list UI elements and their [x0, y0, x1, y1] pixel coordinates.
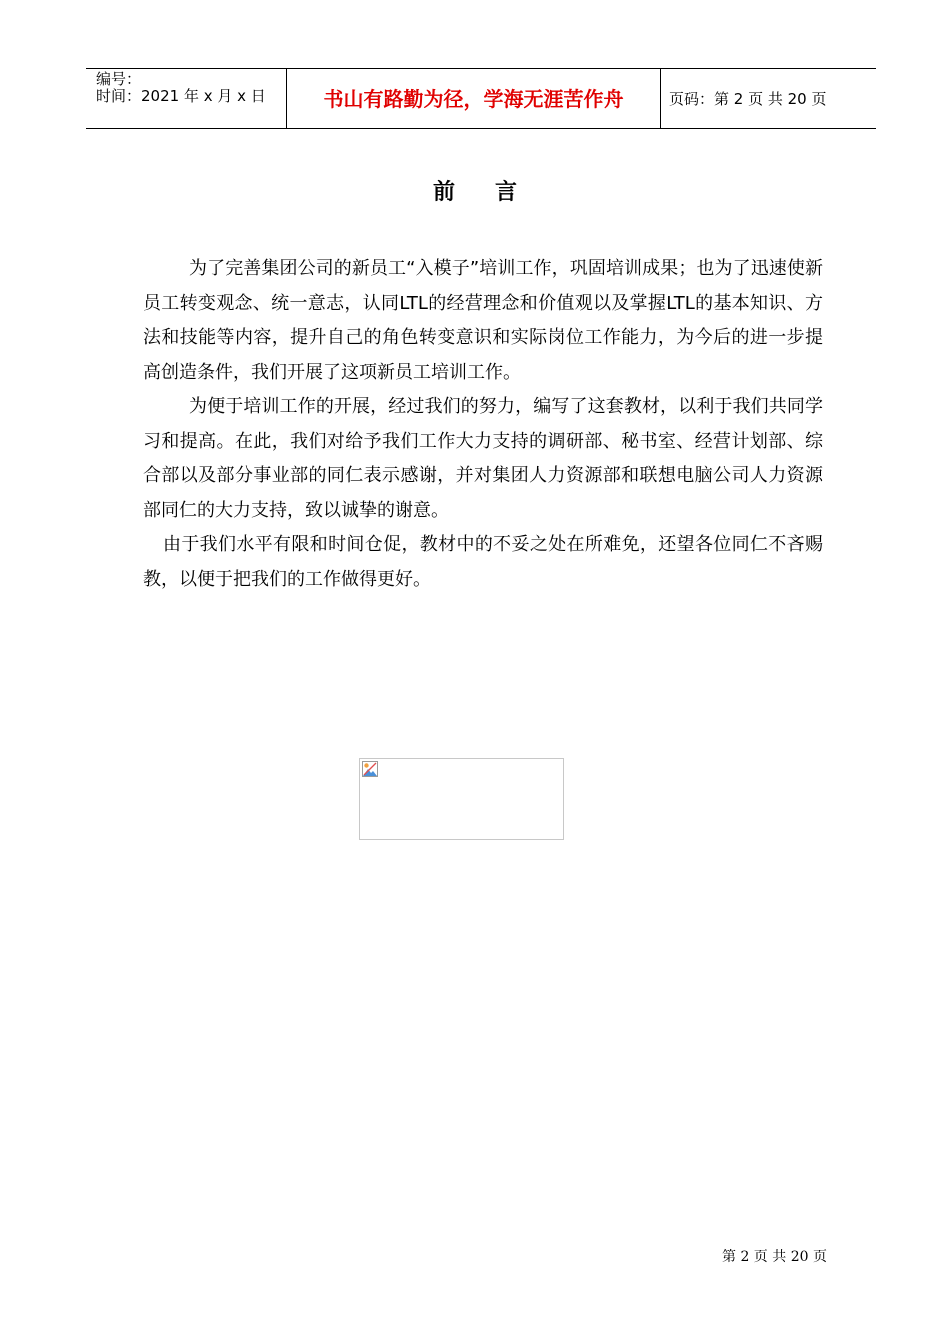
paragraph-2: 为便于培训工作的开展，经过我们的努力，编写了这套教材，以利于我们共同学习和提高。在此，我们对给予我们工作大力支持的调研部、秘书室、经营计划部、综合部以及部分事业部的同仁表示感谢，并对集团人力资源部和联想电脑公司人力资源部同仁的大力支持，致以诚挚的谢意。	[143, 396, 823, 521]
header-page-info: 页码：第 2 页 共 20 页	[669, 90, 827, 108]
document-number-label: 编号：	[96, 70, 142, 88]
document-date-label: 时间：2021 年 x 月 x 日	[96, 87, 266, 105]
paragraph-1: 为了完善集团公司的新员工“入模子”培训工作，巩固培训成果；也为了迅速使新员工转变观念、统一意志，认同LTL的经营理念和价值观以及掌握LTL的基本知识、方法和技能等内容，提升自己的角色转变意识和实际岗位工作能力，为今后的进一步提高创造条件，我们开展了这项新员工培训工作。	[143, 258, 823, 383]
paragraph-3: 由于我们水平有限和时间仓促，教材中的不妥之处在所难免，还望各位同仁不吝赐教，以便于把我们的工作做得更好。	[143, 534, 823, 590]
broken-image-icon	[362, 761, 378, 777]
header-left-cell	[86, 69, 287, 128]
page-header	[86, 68, 876, 129]
footer-page-info: 第 2 页 共 20 页	[722, 1249, 827, 1265]
header-right-cell	[661, 69, 876, 128]
body-text	[143, 252, 823, 597]
page-title: 前言	[432, 180, 557, 205]
header-motto: 书山有路勤为径，学海无涯苦作舟	[323, 87, 624, 111]
header-middle-cell	[287, 69, 661, 128]
image-placeholder	[359, 758, 564, 840]
